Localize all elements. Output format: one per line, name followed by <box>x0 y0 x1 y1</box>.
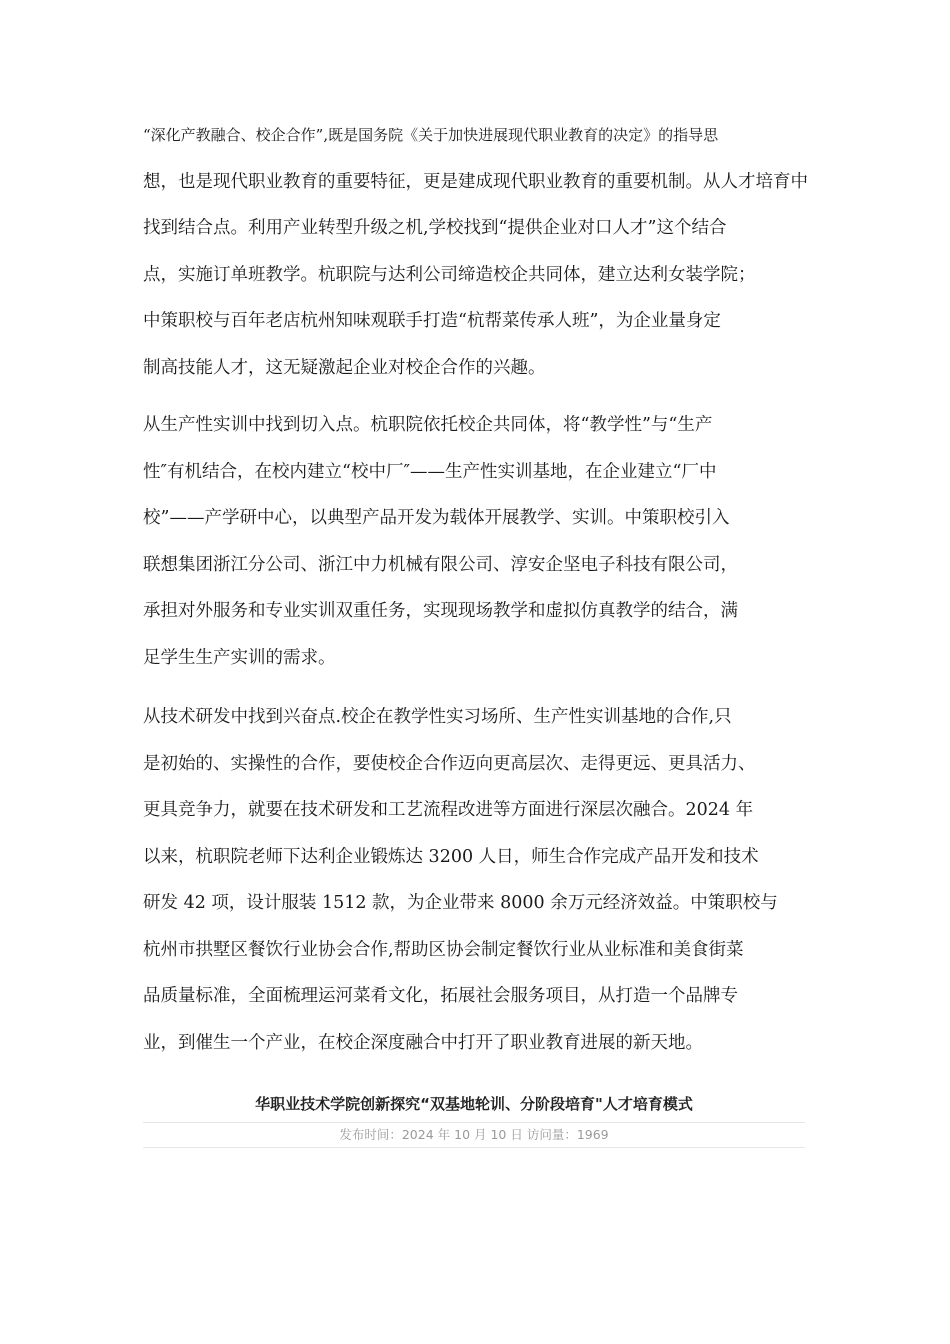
article-meta: 发布时间：2024 年 10 月 10 日 访问量：1969 <box>339 1127 609 1142</box>
text-line: 找到结合点。利用产业转型升级之机,学校找到“提供企业对口人才”这个结合 <box>143 218 727 238</box>
divider <box>143 1147 805 1148</box>
text-line: 性″有机结合，在校内建立“校中厂″——生产性实训基地，在企业建立“厂中 <box>143 461 717 482</box>
paragraph-production-training <box>143 402 819 681</box>
text-line: 杭州市拱墅区餐饮行业协会合作,帮助区协会制定餐饮行业从业标准和美食街菜 <box>143 939 744 960</box>
text-line: 想，也是现代职业教育的重要特征，更是建成现代职业教育的重要机制。从人才培育中 <box>143 171 808 192</box>
text-line: 是初始的、实操性的合作，要使校企合作迈向更高层次、走得更远、更具活力、 <box>143 753 756 774</box>
text-line: 更具竞争力，就要在技术研发和工艺流程改进等方面进行深层次融合。2024 年 <box>143 800 754 820</box>
text-line: 足学生生产实训的需求。 <box>143 647 336 668</box>
paragraph-technology-research <box>143 694 819 1066</box>
text-line: 校”——产学研中心，以典型产品开发为载体开展教学、实训。中策职校引入 <box>143 508 730 528</box>
text-line: 以来，杭职院老师下达利企业锻炼达 3200 人日，师生合作完成产品开发和技术 <box>143 846 759 867</box>
paragraph <box>143 694 819 1066</box>
text-line: 品质量标准，全面梳理运河菜肴文化，拓展社会服务项目，从打造一个品牌专 <box>143 986 738 1006</box>
article-title: 华职业技术学院创新探究“双基地轮训、分阶段培育"人才培育模式 <box>255 1095 693 1113</box>
text-line: 承担对外服务和专业实训双重任务，实现现场教学和虚拟仿真教学的结合，满 <box>143 601 738 621</box>
article-header <box>143 1086 805 1148</box>
text-line: 点，实施订单班教学。杭职院与达利公司缔造校企共同体，建立达利女装学院； <box>143 264 756 285</box>
text-line: 业，到催生一个产业，在校企深度融合中打开了职业教育进展的新天地。 <box>143 1032 703 1053</box>
text-line: “深化产教融合、校企合作”,既是国务院《关于加快进展现代职业教育的决定》的指导思 <box>143 126 719 144</box>
paragraph <box>143 112 819 391</box>
text-line: 从生产性实训中找到切入点。杭职院依托校企共同体，将“教学性”与“生产 <box>143 415 713 435</box>
text-line: 研发 42 项，设计服装 1512 款，为企业带来 8000 余万元经济效益。中策职校与 <box>143 893 778 913</box>
text-line: 制高技能人才，这无疑激起企业对校企合作的兴趣。 <box>143 357 546 378</box>
paragraph <box>143 402 819 681</box>
text-line: 从技术研发中找到兴奋点.校企在教学性实习场所、生产性实训基地的合作,只 <box>143 707 732 727</box>
text-line: 中策职校与百年老店杭州知味观联手打造“杭帮菜传承人班”，为企业量身定 <box>143 311 721 331</box>
paragraph-industry-education-integration <box>143 112 819 391</box>
text-line: 联想集团浙江分公司、浙江中力机械有限公司、淳安企坚电子科技有限公司， <box>143 554 738 575</box>
